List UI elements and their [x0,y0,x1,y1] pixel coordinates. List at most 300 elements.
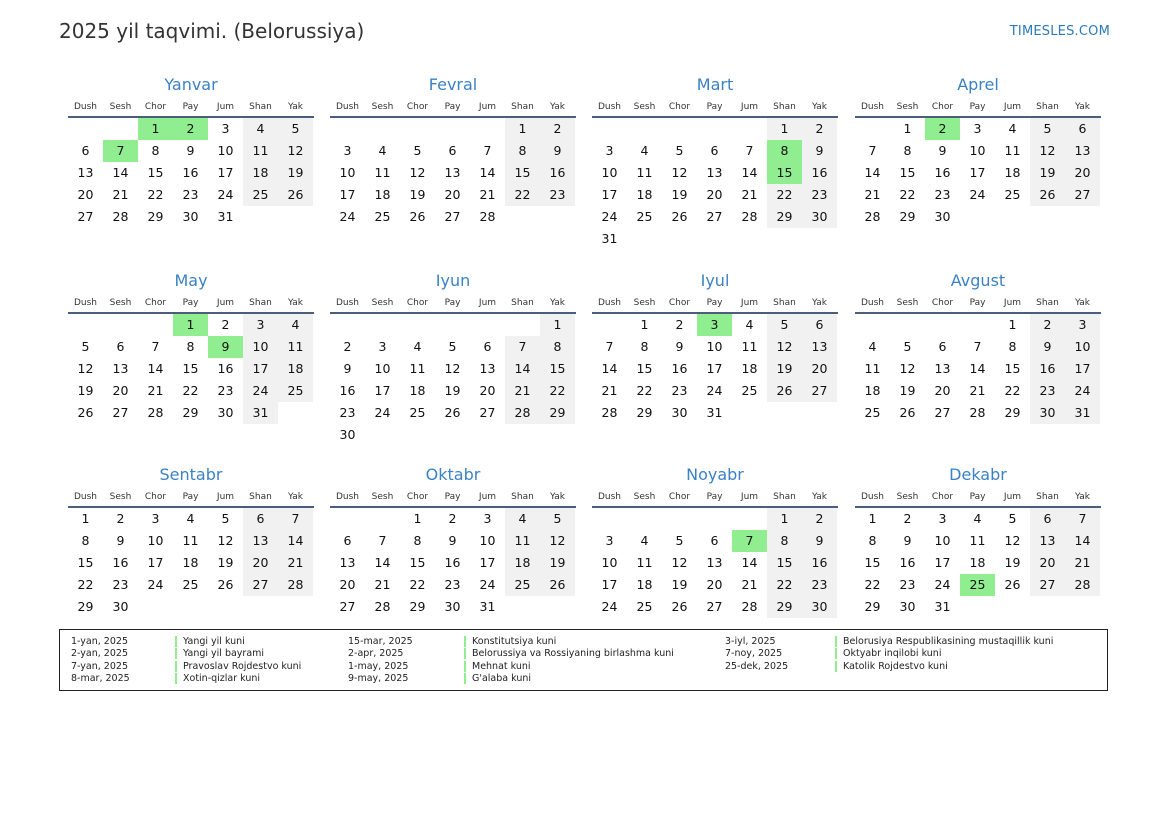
day-cell: 20 [706,577,723,592]
day-cell: 24 [601,209,618,224]
day-cell: 7 [732,530,767,552]
weekday-label: Chor [406,298,429,308]
week-row [330,424,576,446]
day-cell: 30 [444,599,461,614]
day-cell: 3 [378,339,387,354]
empty-cell [802,228,837,250]
day-cell: 30 [802,206,837,228]
site-link[interactable]: TIMESLES.COM [1009,24,1110,39]
day-cell: 11 [1004,143,1021,158]
week-row [68,162,314,184]
day-cell: 8 [505,140,540,162]
day-cell: 28 [741,209,758,224]
empty-cell [995,206,1030,228]
week-row [68,140,314,162]
month-calendar [330,268,576,446]
month-calendar [330,462,576,618]
empty-cell [138,596,173,618]
weekday-label: Shan [1036,298,1059,308]
day-cell: 6 [710,533,719,548]
weekday-header [68,294,314,314]
day-cell: 6 [81,143,90,158]
day-cell: 25 [741,383,758,398]
day-cell: 20 [339,577,356,592]
empty-cell [960,314,995,336]
day-cell: 24 [601,599,618,614]
day-cell: 17 [1065,358,1100,380]
weekday-label: Shan [1036,102,1059,112]
day-cell: 2 [802,118,837,140]
day-cell: 12 [671,555,688,570]
day-cell: 22 [899,187,916,202]
day-cell: 18 [1004,165,1021,180]
weekday-label: Jum [216,298,235,308]
empty-cell [592,508,627,530]
day-cell: 6 [938,339,947,354]
day-cell: 15 [147,165,164,180]
day-cell: 2 [116,511,125,526]
weekday-label: Pay [444,492,461,502]
weekday-label: Shan [249,102,272,112]
day-cell: 18 [636,187,653,202]
day-cell: 22 [505,184,540,206]
day-cell: 13 [77,165,94,180]
day-cell: 7 [745,143,754,158]
month-name: Aprel [957,75,999,94]
month-calendar [592,462,838,618]
month-calendar [855,462,1101,618]
day-cell: 24 [934,577,951,592]
day-cell: 24 [243,380,278,402]
day-cell: 10 [479,533,496,548]
empty-cell [365,508,400,530]
weekday-label: Jum [1003,298,1022,308]
weekday-label: Yak [550,298,565,308]
week-row [592,402,838,424]
day-cell: 22 [636,383,653,398]
day-cell: 10 [934,533,951,548]
weekday-label: Sesh [633,298,656,308]
day-cell: 1 [767,508,802,530]
day-cell: 10 [243,336,278,358]
empty-cell [505,596,540,618]
day-cell: 30 [802,596,837,618]
day-cell: 23 [540,184,575,206]
empty-cell [767,402,802,424]
holiday-entry [71,636,371,648]
empty-cell [732,118,767,140]
weekday-label: Sesh [109,102,132,112]
day-cell: 23 [671,383,688,398]
empty-cell [592,118,627,140]
day-cell: 24 [374,405,391,420]
holiday-name: Belorusiya Respublikasining mustaqillik kuni [843,636,1054,647]
day-cell: 2 [221,317,230,332]
day-cell: 19 [409,187,426,202]
day-cell: 30 [112,599,129,614]
day-cell: 25 [278,380,313,402]
day-cell: 10 [339,165,356,180]
empty-cell [330,508,365,530]
holiday-date: 3-iyl, 2025 [725,636,776,647]
day-cell: 9 [116,533,125,548]
day-cell: 26 [899,405,916,420]
week-row [592,206,838,228]
holiday-marker [835,661,837,672]
month-calendar [855,72,1101,228]
day-cell: 30 [671,405,688,420]
weekday-label: Sesh [896,298,919,308]
holiday-marker [175,636,177,647]
weekday-label: Shan [511,298,534,308]
day-cell: 11 [636,165,653,180]
day-cell: 13 [802,336,837,358]
weekday-label: Jum [740,492,759,502]
day-cell: 18 [636,577,653,592]
empty-cell [400,314,435,336]
day-cell: 25 [243,184,278,206]
day-cell: 20 [444,187,461,202]
day-cell: 16 [217,361,234,376]
day-cell: 23 [934,187,951,202]
day-cell: 9 [540,140,575,162]
empty-cell [855,118,890,140]
day-cell: 8 [81,533,90,548]
day-cell: 18 [741,361,758,376]
day-cell: 10 [601,165,618,180]
day-cell: 20 [1030,552,1065,574]
day-cell: 20 [934,383,951,398]
day-cell: 2 [903,511,912,526]
weekday-label: Pay [182,298,199,308]
weekday-label: Yak [288,102,303,112]
month-name: Noyabr [686,465,744,484]
day-cell: 2 [1030,314,1065,336]
day-cell: 23 [802,184,837,206]
day-cell: 7 [868,143,877,158]
empty-cell [68,314,103,336]
day-cell: 14 [601,361,618,376]
day-cell: 29 [767,596,802,618]
day-cell: 8 [767,530,802,552]
day-cell: 5 [1008,511,1017,526]
day-cell: 8 [186,339,195,354]
holiday-name: Yangi yil kuni [183,636,245,647]
day-cell: 16 [540,162,575,184]
weekday-label: Dush [335,102,360,112]
day-cell: 18 [243,162,278,184]
week-row [330,184,576,206]
weekday-label: Jum [740,102,759,112]
week-row [592,162,838,184]
weekday-header [68,488,314,508]
day-cell: 11 [636,555,653,570]
day-cell: 17 [217,165,234,180]
week-row [330,358,576,380]
holiday-name: Xotin-qizlar kuni [183,672,261,684]
holiday-entry [348,648,674,660]
day-cell: 23 [1030,380,1065,402]
week-row [330,508,576,530]
day-cell: 29 [540,402,575,424]
empty-cell [330,314,365,336]
empty-cell [400,118,435,140]
day-cell: 17 [969,165,986,180]
day-cell: 9 [802,530,837,552]
weekday-label: Chor [144,298,167,308]
day-cell: 21 [374,577,391,592]
empty-cell [505,314,540,336]
weekday-label: Dush [597,298,622,308]
day-cell: 14 [505,358,540,380]
day-cell: 16 [899,555,916,570]
day-cell: 21 [864,187,881,202]
day-cell: 19 [540,552,575,574]
day-cell: 2 [173,118,208,140]
weekday-label: Pay [969,492,986,502]
weekday-label: Pay [969,102,986,112]
day-cell: 27 [706,599,723,614]
day-cell: 27 [112,405,129,420]
week-row [330,206,576,228]
day-cell: 5 [448,339,457,354]
day-cell: 2 [675,317,684,332]
empty-cell [138,314,173,336]
day-cell: 18 [409,383,426,398]
day-cell: 13 [243,530,278,552]
holiday-entry [725,648,1025,660]
empty-cell [1030,206,1065,228]
week-row [855,530,1101,552]
weekday-header [855,488,1101,508]
day-cell: 3 [151,511,160,526]
day-cell: 19 [444,383,461,398]
day-cell: 21 [278,552,313,574]
weekday-label: Yak [288,298,303,308]
week-row [855,358,1101,380]
day-cell: 3 [483,511,492,526]
day-cell: 22 [767,184,802,206]
empty-cell [1065,596,1100,618]
day-cell: 15 [409,555,426,570]
week-row [68,596,314,618]
empty-cell [540,424,575,446]
day-cell: 23 [339,405,356,420]
day-cell: 19 [278,162,313,184]
day-cell: 4 [186,511,195,526]
week-row [855,184,1101,206]
weekday-label: Shan [773,102,796,112]
week-row [68,530,314,552]
weekday-label: Chor [931,102,954,112]
day-cell: 29 [77,599,94,614]
day-cell: 29 [409,599,426,614]
week-row [330,596,576,618]
weekday-label: Shan [511,492,534,502]
empty-cell [365,314,400,336]
weekday-label: Yak [550,102,565,112]
weekday-label: Yak [1075,102,1090,112]
day-cell: 4 [973,511,982,526]
empty-cell [890,314,925,336]
week-row [592,552,838,574]
day-cell: 1 [413,511,422,526]
day-cell: 12 [444,361,461,376]
day-cell: 12 [409,165,426,180]
day-cell: 21 [479,187,496,202]
empty-cell [662,508,697,530]
holiday-date: 8-mar, 2025 [71,672,130,684]
day-cell: 24 [147,577,164,592]
day-cell: 7 [973,339,982,354]
day-cell: 11 [278,336,313,358]
day-cell: 15 [77,555,94,570]
empty-cell [243,206,278,228]
day-cell: 9 [208,336,243,358]
empty-cell [365,118,400,140]
day-cell: 25 [1004,187,1021,202]
day-cell: 29 [147,209,164,224]
holiday-marker [835,648,837,659]
weekday-label: Chor [931,492,954,502]
week-row [68,552,314,574]
day-cell: 14 [969,361,986,376]
day-cell: 7 [483,143,492,158]
empty-cell [697,228,732,250]
week-row [855,140,1101,162]
day-cell: 5 [413,143,422,158]
day-cell: 27 [444,209,461,224]
week-row [68,336,314,358]
empty-cell [732,508,767,530]
day-cell: 16 [934,165,951,180]
weekday-label: Chor [144,102,167,112]
day-cell: 15 [182,361,199,376]
day-cell: 18 [374,187,391,202]
page-title: 2025 yil taqvimi. (Belorussiya) [59,19,365,43]
day-cell: 14 [147,361,164,376]
weekday-label: Chor [668,492,691,502]
day-cell: 11 [505,530,540,552]
day-cell: 9 [938,143,947,158]
day-cell: 26 [671,209,688,224]
day-cell: 3 [1065,314,1100,336]
empty-cell [470,424,505,446]
day-cell: 11 [864,361,881,376]
week-row [330,380,576,402]
holiday-name: Katolik Rojdestvo kuni [843,660,948,672]
day-cell: 22 [540,380,575,402]
day-cell: 10 [147,533,164,548]
day-cell: 25 [864,405,881,420]
day-cell: 17 [706,361,723,376]
day-cell: 8 [151,143,160,158]
day-cell: 11 [243,140,278,162]
day-cell: 10 [706,339,723,354]
month-name: Dekabr [949,465,1007,484]
week-row [330,552,576,574]
week-row [592,336,838,358]
day-cell: 4 [1008,121,1017,136]
day-cell: 1 [640,317,649,332]
holiday-marker [175,648,177,659]
day-cell: 16 [802,162,837,184]
day-cell: 1 [903,121,912,136]
holiday-date: 9-may, 2025 [348,672,409,684]
day-cell: 12 [767,336,802,358]
day-cell: 7 [605,339,614,354]
day-cell: 1 [173,314,208,336]
weekday-label: Jum [216,102,235,112]
weekday-label: Yak [812,492,827,502]
day-cell: 19 [899,383,916,398]
weekday-label: Sesh [896,102,919,112]
day-cell: 29 [636,405,653,420]
day-cell: 9 [802,140,837,162]
day-cell: 9 [1030,336,1065,358]
month-name: Iyul [700,271,730,290]
day-cell: 14 [112,165,129,180]
empty-cell [732,228,767,250]
week-row [855,336,1101,358]
day-cell: 4 [505,508,540,530]
weekday-label: Dush [335,492,360,502]
day-cell: 27 [706,209,723,224]
weekday-label: Chor [144,492,167,502]
holiday-date: 2-apr, 2025 [348,648,404,660]
day-cell: 25 [960,574,995,596]
empty-cell [1065,206,1100,228]
day-cell: 24 [706,383,723,398]
day-cell: 1 [868,511,877,526]
day-cell: 12 [671,165,688,180]
day-cell: 1 [138,118,173,140]
day-cell: 1 [1008,317,1017,332]
weekday-label: Dush [860,102,885,112]
day-cell: 28 [864,209,881,224]
week-row [330,162,576,184]
weekday-header [68,98,314,118]
day-cell: 5 [767,314,802,336]
empty-cell [995,596,1030,618]
holiday-date: 7-yan, 2025 [71,660,128,672]
day-cell: 2 [540,118,575,140]
day-cell: 25 [409,405,426,420]
holiday-name: Belorussiya va Rossiyaning birlashma kuni [472,648,674,660]
weekday-label: Dush [597,492,622,502]
holiday-date: 1-yan, 2025 [71,636,128,647]
day-cell: 26 [217,577,234,592]
week-row [68,402,314,424]
day-cell: 20 [77,187,94,202]
day-cell: 27 [479,405,496,420]
weekday-label: Jum [740,298,759,308]
day-cell: 30 [339,427,356,442]
weekday-label: Pay [444,102,461,112]
day-cell: 17 [374,383,391,398]
day-cell: 27 [934,405,951,420]
holiday-name: Konstitutsiya kuni [472,636,557,647]
empty-cell [278,206,313,228]
week-row [592,140,838,162]
week-row [330,118,576,140]
day-cell: 3 [343,143,352,158]
weekday-header [592,488,838,508]
holiday-entry [71,661,371,673]
empty-cell [592,314,627,336]
day-cell: 13 [112,361,129,376]
day-cell: 6 [802,314,837,336]
